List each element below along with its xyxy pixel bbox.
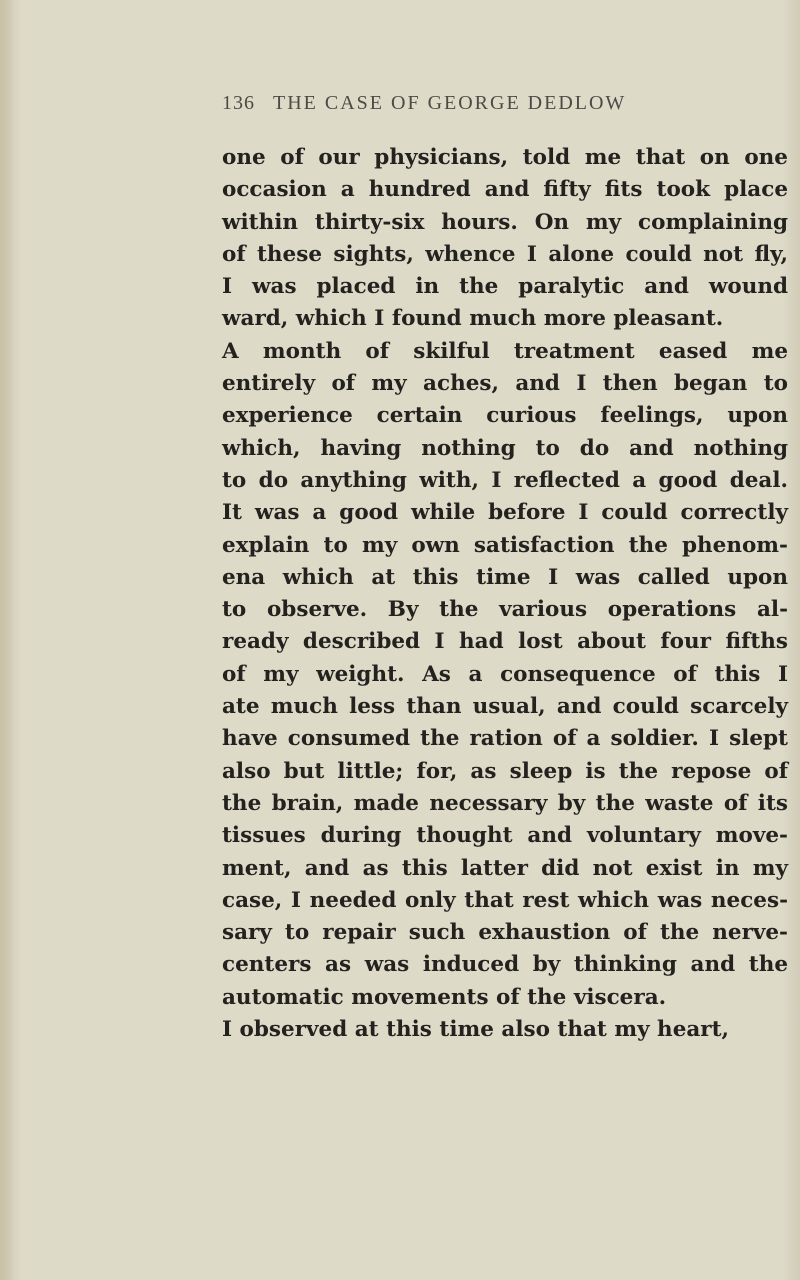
text-line: I observed at this time also that my heart, [222, 1017, 730, 1043]
text-line: ate much less than usual, and could scarcely [222, 694, 788, 720]
text-line: It was a good while before I could correctly [222, 500, 788, 526]
text-line: have consumed the ration of a soldier. I slept [222, 726, 788, 752]
text-line: explain to my own satisfaction the phenom- [222, 532, 788, 558]
running-title: THE CASE OF GEORGE DEDLOW [273, 92, 627, 114]
text-line: of these sights, whence I alone could not fly, [222, 241, 788, 267]
text-line: of my weight. As a consequence of this I [222, 661, 788, 687]
text-line: entirely of my aches, and I then began to [222, 371, 788, 397]
text-line: also but little; for, as sleep is the repose of [222, 758, 788, 784]
text-line: which, having nothing to do and nothing [222, 435, 788, 461]
text-line: tissues during thought and voluntary move- [222, 823, 788, 849]
text-line: occasion a hundred and fifty fits took place [222, 177, 788, 203]
text-line: experience certain curious feelings, upon [222, 403, 788, 429]
running-head [222, 92, 692, 115]
text-line: I was placed in the paralytic and wound [222, 274, 788, 300]
text-line: within thirty-six hours. On my complaining [222, 209, 788, 235]
text-line: case, I needed only that rest which was neces- [222, 887, 788, 913]
text-line: ward, which I found much more pleasant. [222, 306, 724, 332]
text-line: the brain, made necessary by the waste of its [222, 790, 788, 816]
text-line: ready described I had lost about four fifths [222, 629, 788, 655]
text-line: ment, and as this latter did not exist in my [222, 855, 788, 881]
text-line: A month of skilful treatment eased me [222, 338, 788, 364]
text-line: to observe. By the various operations al- [222, 597, 788, 623]
text-line: one of our physicians, told me that on one [222, 145, 788, 170]
page-gutter-shadow [0, 0, 14, 1280]
text-line: ena which at this time I was called upon [222, 564, 788, 590]
text-line: to do anything with, I reflected a good deal. [222, 467, 788, 493]
text-line: automatic movements of the viscera. [222, 984, 667, 1010]
page-number: 136 [222, 92, 255, 114]
body-text [222, 142, 788, 1046]
text-line: sary to repair such exhaustion of the nerve- [222, 920, 788, 946]
text-line: centers as was induced by thinking and the [222, 952, 788, 978]
